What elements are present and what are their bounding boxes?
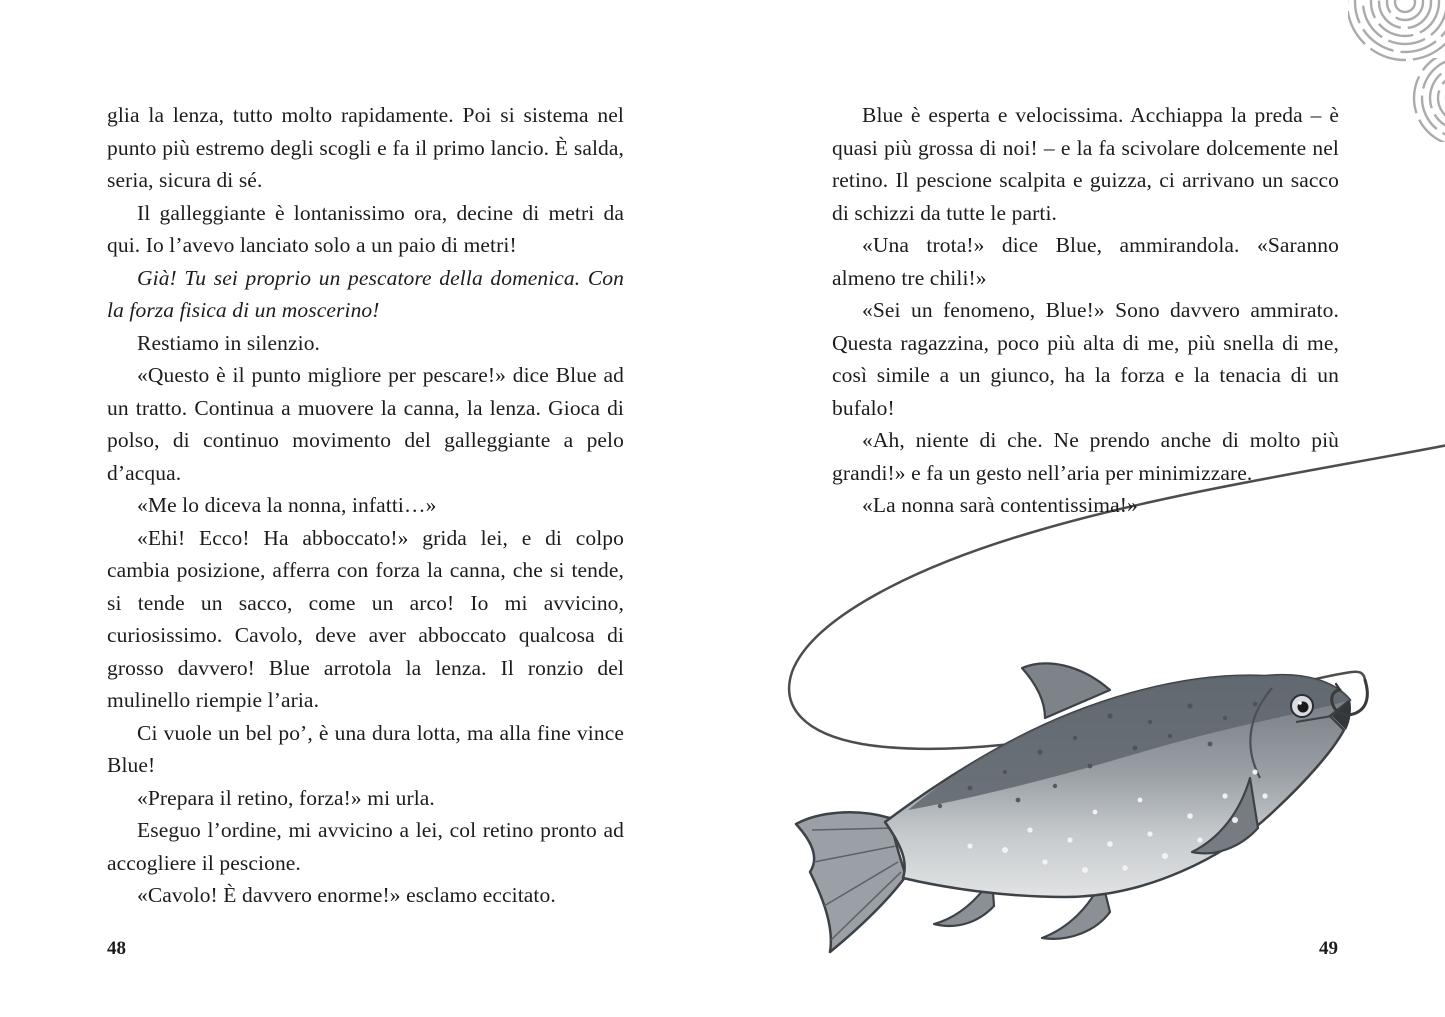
page-number-left: 48 xyxy=(107,938,126,959)
paragraph: «Prepara il retino, forza!» mi urla. xyxy=(137,785,435,810)
paragraph: «Sei un fenomeno, Blue!» Sono davvero ammirato. Questa ragazzina, poco più alta di me, più snella di me, così simile a un giunco, ha la forza e la tenacia di un bufalo! xyxy=(832,298,1339,420)
trout-illustration xyxy=(796,663,1351,952)
paragraph: Già! Tu sei proprio un pescatore della domenica. Con la forza fisica di un moscerino! xyxy=(107,265,624,322)
fingerprint-decoration xyxy=(1347,0,1445,146)
fish-body xyxy=(885,675,1350,897)
paragraph: «Questo è il punto migliore per pescare!» dice Blue ad un tratto. Continua a muovere la canna, la lenza. Gioca di polso, di continuo movimento del galleggiante a pelo d’acqua. xyxy=(107,363,624,485)
fish-hook xyxy=(1332,680,1368,715)
paragraph: «Ehi! Ecco! Ha abboccato!» grida lei, e di colpo cambia posizione, afferra con forza la canna, che si tende, si tende un sacco, come un arco! Io mi avvicino, curiosissimo. Cavolo, deve aver abboccato qualcosa di grosso davvero! Blue arrotola la lenza. Il ronzio del mulinello riempie l’aria. xyxy=(107,525,624,712)
paragraph: «Cavolo! È davvero enorme!» esclamo eccitato. xyxy=(137,883,556,907)
paragraph: «Una trota!» dice Blue, ammirandola. «Saranno almeno tre chili!» xyxy=(832,233,1339,290)
paragraph: Ci vuole un bel po’, è una dura lotta, ma alla fine vince Blue! xyxy=(107,720,624,777)
paragraph: «Me lo diceva la nonna, infatti…» xyxy=(137,493,437,517)
page-number-right: 49 xyxy=(1319,938,1338,959)
paragraph: «Ah, niente di che. Ne prendo anche di molto più grandi!» e fa un gesto nell’aria per minimizzare. xyxy=(832,428,1339,485)
page-left-text xyxy=(107,99,624,912)
paragraph: Eseguo l’ordine, mi avvicino a lei, col retino pronto ad accogliere il pescione. xyxy=(107,818,624,875)
paragraph: «La nonna sarà contentissima!» xyxy=(862,493,1138,517)
paragraph: Restiamo in silenzio. xyxy=(137,330,321,355)
fish-eye xyxy=(1291,695,1313,717)
paragraph: Il galleggiante è lontanissimo ora, decine di metri da qui. Io l’avevo lanciato solo a un paio di metri! xyxy=(107,200,624,257)
paragraph: Blue è esperta e velocissima. Acchiappa la preda – è quasi più grossa di noi! – e la fa scivolare dolcemente nel retino. Il pescione scalpita e guizza, ci arrivano un sacco di schizzi da tutte le parti. xyxy=(832,103,1339,225)
paragraph: glia la lenza, tutto molto rapidamente. Poi si sistema nel punto più estremo degli scogli e fa il primo lancio. È salda, seria, sicura di sé. xyxy=(107,103,624,192)
page-right-text xyxy=(832,99,1339,522)
